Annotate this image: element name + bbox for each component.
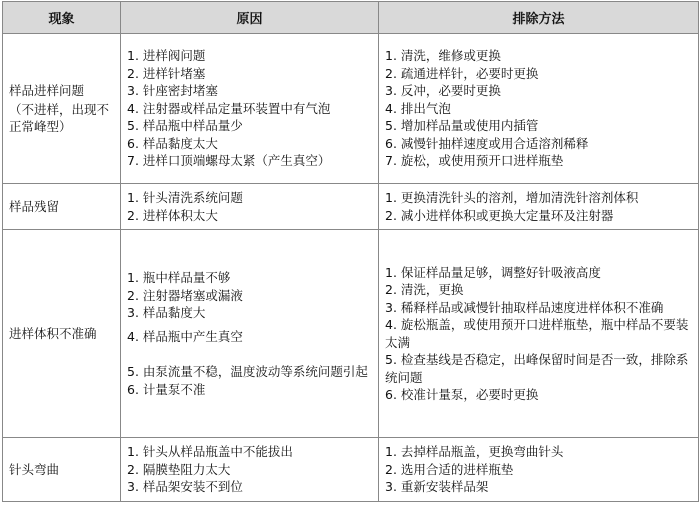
cause-item: 7. 进样口顶端螺母太紧（产生真空）: [127, 153, 331, 169]
symptom-cell: [3, 438, 121, 502]
cause-item: 1. 针头清洗系统问题: [127, 190, 243, 205]
header-symptom: 现象: [3, 2, 121, 34]
cause-item: 4. 样品瓶中产生真空: [127, 328, 243, 344]
solution-item: 5. 增加样品量或使用内插管: [385, 118, 539, 134]
cause-cell: [121, 438, 379, 502]
solution-item: 2. 疏通进样针，必要时更换: [385, 65, 539, 81]
cause-item: 3. 样品黏度大: [127, 305, 206, 320]
solution-cell: [379, 184, 699, 230]
table-row: [3, 230, 699, 438]
symptom-label: 针头弯曲: [9, 461, 60, 477]
cause-item: 6. 样品黏度太大: [127, 135, 218, 151]
solution-item: 2. 清洗，更换: [385, 282, 464, 297]
solution-item: 4. 旋松瓶盖，或使用预开口进样瓶垫，瓶中样品不要装太满: [385, 317, 689, 350]
solution-item: 1. 保证样品量足够，调整好针吸液高度: [385, 264, 601, 280]
symptom-note: （不进样，出现不正常峰型）: [9, 102, 110, 135]
cause-item: 6. 计量泵不准: [127, 381, 206, 397]
solution-item: 3. 反冲，必要时更换: [385, 83, 501, 99]
symptom-label: 进样体积不准确: [9, 325, 97, 341]
solution-item: 2. 选用合适的进样瓶垫: [385, 461, 514, 477]
solution-item: 1. 更换清洗针头的溶剂，增加清洗针溶剂体积: [385, 190, 639, 205]
symptom-cell: [3, 34, 121, 184]
solution-item: 5. 检查基线是否稳定，出峰保留时间是否一致，排除系统问题: [385, 352, 689, 385]
solution-cell: [379, 438, 699, 502]
cause-cell: [121, 34, 379, 184]
cause-item: 5. 样品瓶中样品量少: [127, 118, 243, 134]
header-solution: 排除方法: [379, 2, 699, 34]
header-cause: 原因: [121, 2, 379, 34]
solution-cell: [379, 34, 699, 184]
solution-item: 2. 减小进样体积或更换大定量环及注射器: [385, 207, 614, 223]
cause-item: 3. 针座密封堵塞: [127, 83, 218, 99]
cause-cell: [121, 184, 379, 230]
troubleshooting-table: [2, 1, 699, 502]
cause-item: 5. 由泵流量不稳，温度波动等系统问题引起: [127, 364, 368, 379]
solution-item: 4. 排出气泡: [385, 100, 451, 116]
cause-item: 1. 瓶中样品量不够: [127, 270, 231, 285]
cause-item: 2. 进样针堵塞: [127, 65, 206, 81]
table-row: [3, 34, 699, 184]
cause-cell: [121, 230, 379, 438]
solution-item: 1. 去掉样品瓶盖，更换弯曲针头: [385, 444, 564, 460]
cause-item: 4. 注射器或样品定量环装置中有气泡: [127, 100, 331, 116]
header-row: [3, 2, 699, 34]
cause-item: 1. 进样阀问题: [127, 48, 206, 64]
cause-item: 3. 样品架安装不到位: [127, 479, 243, 495]
solution-item: 3. 稀释样品或减慢针抽取样品速度进样体积不准确: [385, 299, 664, 315]
symptom-cell: [3, 230, 121, 438]
solution-item: 6. 减慢针抽样速度或用合适溶剂稀释: [385, 135, 589, 151]
cause-item: 2. 隔膜垫阻力太大: [127, 461, 231, 477]
cause-item: 1. 针头从样品瓶盖中不能拔出: [127, 444, 293, 460]
symptom-label: 样品残留: [9, 198, 60, 214]
solution-item: 6. 校准计量泵，必要时更换: [385, 387, 539, 402]
solution-item: 1. 清洗，维修或更换: [385, 48, 501, 64]
symptom-cell: [3, 184, 121, 230]
cause-item: 2. 注射器堵塞或漏液: [127, 287, 243, 303]
symptom-label: 样品进样问题: [9, 82, 85, 98]
table-row: [3, 438, 699, 502]
table-row: [3, 184, 699, 230]
solution-cell: [379, 230, 699, 438]
solution-item: 3. 重新安装样品架: [385, 479, 489, 495]
cause-item: 2. 进样体积太大: [127, 207, 218, 223]
solution-item: 7. 旋松，或使用预开口进样瓶垫: [385, 153, 564, 169]
